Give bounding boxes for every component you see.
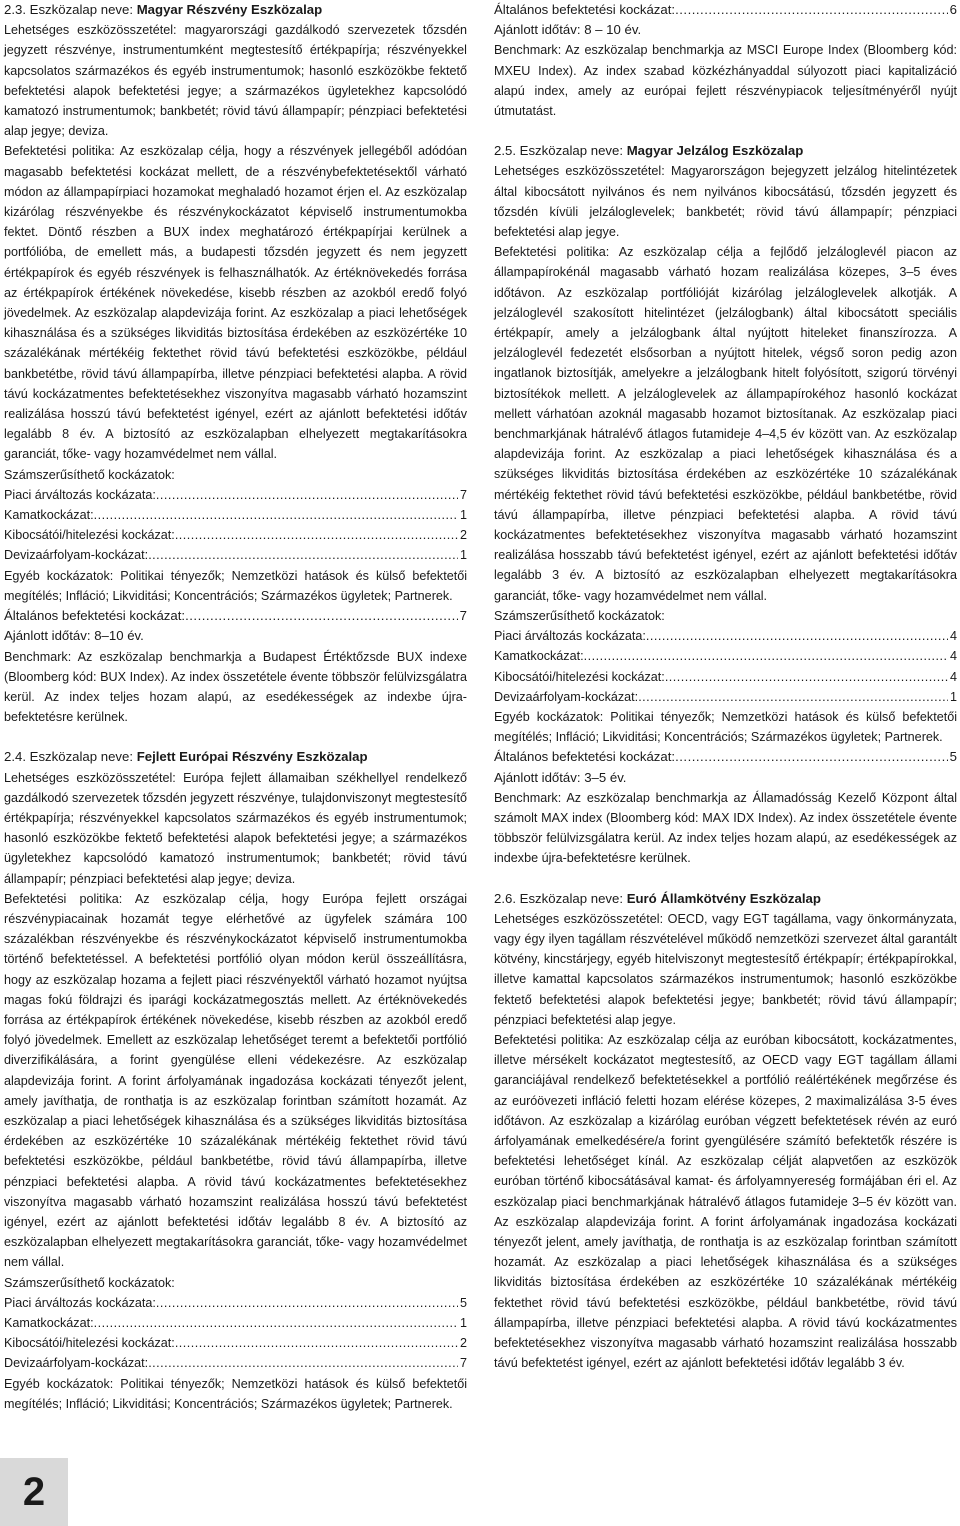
field-text: Európa fejlett államaiban székhellyel rendelkező gazdálkodó szervezetek tőzsdén jegyzett részvénye, tulajdonviszonyt megtestesítő értékpapírja; részvényekkel kapcsolatos származékos és egyéb instrumentumok; hasonló eszközökbe fektető befektetési alapok befektetési jegye; a származékos ügyletekhez kapcsolódó kamatozó instrumentumok; bankbetét; rövid távú állampapír; pénzpiaci befektetési alap jegye; deviza. (4, 770, 467, 886)
risk-value: 4 (949, 629, 957, 644)
dot-leader (675, 747, 948, 767)
risk-label: Kamatkockázat: (4, 508, 94, 523)
risk-label: Devizaárfolyam-kockázat: (494, 689, 639, 704)
investment-policy (494, 242, 957, 606)
field-text: 8 – 10 év. (584, 22, 642, 38)
asset-composition (4, 20, 467, 141)
risk-row (4, 1293, 467, 1313)
quantifiable-risks-title: Számszerűsíthető kockázatok: (4, 1275, 175, 1290)
dot-leader (175, 525, 458, 545)
field-label: Ajánlott időtáv: (4, 628, 91, 644)
section-2-6 (494, 889, 957, 1374)
risk-label: Általános befektetési kockázat: (494, 749, 676, 765)
section-2-4-continued (494, 0, 957, 121)
section-heading: 2.6. Eszközalap neve: Euró Államkötvény Eszközalap (494, 890, 821, 906)
risk-label: Általános befektetési kockázat: (494, 2, 676, 17)
risk-value: 7 (459, 487, 467, 502)
risk-value: 2 (459, 528, 467, 543)
recommended-horizon (494, 20, 957, 40)
risk-row (494, 646, 957, 666)
dot-leader (185, 606, 458, 626)
field-label: Lehetséges eszközösszetétel: (494, 164, 665, 179)
risk-row (4, 1353, 467, 1373)
risk-value: 7 (459, 1356, 467, 1371)
dot-leader (156, 1293, 458, 1313)
risk-value: 4 (949, 669, 957, 684)
risk-label: Devizaárfolyam-kockázat: (4, 548, 149, 563)
section-heading: 2.3. Eszközalap neve: Magyar Részvény Eszközalap (4, 2, 323, 17)
right-column (494, 0, 957, 1373)
recommended-horizon (494, 768, 957, 788)
field-text: Politikai tényezők; Nemzetközi hatások és külső befektetői megítélés; Infláció; Likviditási; Koncentrációs; Származékos ügyletek; Partnerek. (494, 709, 957, 745)
dot-leader (665, 667, 948, 687)
risk-label: Kibocsátói/hitelezési kockázat: (4, 528, 175, 543)
dot-leader (646, 626, 948, 646)
risk-label: Piaci árváltozás kockázata: (494, 629, 646, 644)
field-text: Az eszközalap célja az euróban kibocsátott, kockázatmentes, illetve mérsékelt kockázatot megtestesítő, az OECD vagy EGT tagállam állami garanciájával rendelkező befektetésekkel a portfólió reálértékének megőrzése és az euróövezeti infláció feletti hozam elérése közepes, 2 maximalizálása 3-5 éves időtávon. Az eszközalap a kizárólag euróban végzett befektetések révén az euró árfolyamának emelkedésére/a forint gyengülésére számító befektetők részére is befektetési lehetőséget kínál. Az eszközalap célját alapvetően az eszközök euróban történő kibocsátásával kamat- és árfolyamnyereség formájában éri el. Az eszközalap piaci benchmarkjának hátralévő átlagos futamideje 3–5 év között van. Az eszközalap alapdevizája forint. A forint árfolyamának ingadozása kockázati tényezőt jelent, amely javíthatja, de ronthatja is az eszközalap forintban számított hozamát. Az eszközalap a piaci lehetőségek kihasználása és a szükséges likviditás biztosítása érdekében az eszközértéke 10 százalékának mértékéig fektethet rövid távú befektetési eszközökbe, például bankbetétbe, rövid távú állampapírba, illetve pénzpiaci befektetési alapba. A rövid távú kockázatmentes befektetésekhez viszonyítva magasabb várható hozamszint realizálása hosszabb távú befektetést igényel, ezért az ajánlott befektetési időtáv legalább 3 év. (494, 1032, 957, 1371)
field-text: Politikai tényezők; Nemzetközi hatások és külső befektetői megítélés; Infláció; Likviditási; Koncentrációs; Származékos ügyletek; Partnerek. (4, 568, 467, 603)
risk-value: 4 (949, 649, 957, 664)
risk-value: 2 (459, 1336, 467, 1351)
field-label: Lehetséges eszközösszetétel: (494, 911, 664, 926)
field-text: Az eszközalap célja a fejlődő jelzáloglevél piacon az állampapírokénál magasabb várható hozam realizálása közepes, 3–5 éves időtávon. Az eszközalap portfólióját kizárólag jelzáloglevelek alkotják. A jelzáloglevél szakosított hitelintézet (jelzálogbank) által kibocsátott speciális értékpapír, amely a jelzálogbank által nyújtott hiteleket finanszírozza. A jelzáloglevél fedezetét elsősorban a nyújtott hitelek, végső soron pedig azon ingatlanok biztosítják, amelyekre a jelzálogbank hitelt folyósított, szigorú törvényi biztosítékok mellett. A jelzáloglevelek az állampapírokéhoz hasonló kockázat mellett várhatóan azoknál magasabb hozamot biztosítanak. Az eszközalap piaci benchmarkjának hátralévő átlagos futamideje 4–4,5 év között van. Az eszközalap alapdevizája forint. Az eszközalap a piaci lehetőségek kihasználása és a szükséges likviditás biztosítása érdekében az eszközértéke 10 százalékának mértékéig fektethet rövid távú befektetési eszközökbe, például bankbetétbe, rövid távú állampapírba, illetve pénzpiaci befektetési alapba. A rövid távú kockázatmentes befektetésekhez viszonyítva magasabb várható hozamszint realizálása hosszabb távú befektetést igényel, ezért az ajánlott befektetési időtáv legalább 3 év. A biztosító az eszközalapban elhelyezett megtakarításokra garanciát, tőke- vagy hozamvédelmet nem vállal. (494, 245, 958, 603)
dot-leader (94, 505, 458, 525)
risk-value: 5 (459, 1295, 467, 1310)
risk-row (4, 505, 467, 525)
field-label: Lehetséges eszközösszetétel: (4, 23, 177, 38)
risk-row (4, 1313, 467, 1333)
recommended-horizon (4, 626, 467, 646)
field-text: Az eszközalap célja, hogy Európa fejlett országai részvénypiacainak hozamát tegye elérhetővé az ügyfelek számára 100 százalékban részvényekbe és részvénykockázatot képviselő instrumentumokba történő befektetéssel. A befektetési portfólió olyan módon kerül összeállításra, hogy az eszközalap hozama a fejlett piaci részvényektől várható hozamot nyújtsa magas fokú földrajzi és iparági kockázatmegosztás mellett. Az értéknövekedés forrása az értékpapírok értékének növekedése, kisebb részben az azokból eredő folyó jövedelmek. Emellett az eszközalap lehetőséget teremt a befektetői portfólió diverzifikálására, a forint gyengülése elleni védekezésre. Az eszközalap alapdevizája forint. A forint árfolyamának ingadozása kockázati tényezőt jelent, amely javíthatja, de ronthatja is az eszközalap forintban számított hozamát. Az eszközalap a piaci lehetőségek kihasználása és a szükséges likviditás biztosítása érdekében az eszközértéke 10 százalékának mértékéig fektethet rövid távú befektetési eszközökbe, például bankbetétbe, rövid távú állampapírba, illetve pénzpiaci befektetési alapba. A rövid távú kockázatmentes befektetésekhez viszonyítva magasabb várható hozamszint realizálása hosszú távú befektetést igényel, ezért az ajánlott befektetési időtáv legalább 8 év. A biztosító az eszközalapban elhelyezett megtakarításokra garanciát, tőke- vagy hozamvédelmet nem vállal. (4, 891, 467, 1270)
field-label: Benchmark: (494, 43, 562, 58)
field-text: Az eszközalap benchmarkja az Államadósság Kezelő Központ által számolt MAX index (Bloomberg kód: MAX IDX Index). Az index összetétele évente többször felülvizsgálatra kerül. Az index teljes hozam alapú, az esedékességek az indexbe újra-befektetésre kerülnek. (494, 790, 957, 866)
left-column (4, 0, 467, 1414)
benchmark (4, 647, 467, 728)
field-text: Az eszközalap célja, hogy a részvények jellegéből adódóan magasabb befektetési kockázat mellett, de a részvénybefektetésektől várható módon az állampapírpiaci hozamokat meghaladó hozamot érjen el. Az eszközalap kizárólag részvényekbe és részvénykockázatot képviselő instrumentumokba fektet. Döntő részben a BUX index meghatározó értékpapírjai kerülnek a portfólióba, de emellett más, a budapesti tőzsdén jegyzett és nem jegyzett értékpapírok és egyéb részvények is felhasználhatók. Az értéknövekedés forrása az értékpapírok értékének növekedése, kisebb részben az azokból eredő folyó jövedelmek. Az eszközalap alapdevizája forint. Az eszközalap a piaci lehetőségek kihasználása és a szükséges likviditás biztosítása érdekében az eszközértéke 10 százalékának mértékéig fektethet rövid távú befektetési eszközökbe, például bankbetétbe, rövid távú állampapírba, illetve pénzpiaci befektetési alapba. A rövid távú kockázatmentes befektetésekhez viszonyítva magasabb várható hozamszint realizálása hosszú távú befektetést igényel, ezért az ajánlott befektetési időtáv legalább 8 év. A biztosító az eszközalapban elhelyezett megtakarításokra garanciát, tőke- vagy hozamvédelmet nem vállal. (4, 144, 467, 462)
field-label: Lehetséges eszközösszetétel: (4, 770, 176, 785)
risk-value: 1 (459, 508, 467, 523)
asset-composition (494, 161, 957, 242)
benchmark (494, 40, 957, 121)
field-label: Befektetési politika: (4, 144, 115, 159)
risk-row (4, 525, 467, 545)
field-label: Egyéb kockázatok: (494, 709, 604, 724)
risk-label: Kibocsátói/hitelezési kockázat: (4, 1336, 175, 1351)
dot-leader (148, 1353, 458, 1373)
dot-leader (148, 545, 458, 565)
dot-leader (675, 0, 948, 20)
risk-row (4, 1333, 467, 1353)
general-risk-row (494, 0, 957, 20)
field-text: magyarországi gazdálkodó szervezetek tőzsdén jegyzett részvénye, instrumentumként megtestesítő értékpapírja; részvényekkel kapcsolatos származékos és egyéb instrumentumok; hasonló eszközökbe fektető befektetési alapok befektetési jegye; a származékos ügyletekhez kapcsolódó kamatozó instrumentumok; bankbetét; rövid távú állampapír; pénzpiaci befektetési alap jegye; deviza. (4, 23, 467, 139)
section-heading: 2.5. Eszközalap neve: Magyar Jelzálog Eszközalap (494, 143, 804, 159)
field-label: Egyéb kockázatok: (4, 568, 114, 583)
risk-value: 1 (459, 1316, 467, 1330)
other-risks (4, 1374, 467, 1414)
other-risks (4, 566, 467, 606)
page-number: 2 (0, 1458, 68, 1526)
field-label: Befektetési politika: (494, 245, 610, 260)
risk-label: Kamatkockázat: (4, 1316, 94, 1330)
quantifiable-risks-title: Számszerűsíthető kockázatok: (494, 608, 665, 623)
field-label: Benchmark: (4, 649, 72, 664)
field-label: Befektetési politika: (4, 891, 123, 906)
general-risk-row (4, 606, 467, 626)
section-2-5 (494, 141, 957, 868)
field-text: OECD, vagy EGT tagállama, vagy önkormányzata, vagy égy ilyen tagállam részvételével működő nemzetközi szervezet által garantált kötvény, kincstárjegy, egyéb hitelviszonyt megtestesítő értékpapír; értékpapírokkal, illetve kamattal kapcsolatos származékos instrumentumok; hasonló eszközökbe fektető befektetési alapok befektetési jegye; bankbetét; rövid távú állampapír; pénzpiaci befektetési alap jegye. (494, 911, 957, 1027)
field-text: 8–10 év. (94, 628, 144, 644)
risk-row (494, 687, 957, 707)
risk-row (494, 667, 957, 687)
field-text: Magyarországon bejegyzett jelzálog hitelintézetek által kibocsátott nyilvános és nem nyilvános kibocsátású, tőzsdén jegyzett és tőzsdén kívüli jelzáloglevelek; bankbetét; rövid távú állampapír; pénzpiaci befektetési alap jegye. (494, 164, 957, 240)
risk-value: 7 (459, 608, 467, 624)
risk-label: Piaci árváltozás kockázata: (4, 1295, 156, 1310)
risk-row (4, 485, 467, 505)
field-label: Benchmark: (494, 790, 562, 805)
investment-policy (4, 889, 467, 1273)
risk-label: Devizaárfolyam-kockázat: (4, 1356, 149, 1371)
field-label: Ajánlott időtáv: (494, 769, 581, 785)
risk-label: Kibocsátói/hitelezési kockázat: (494, 669, 665, 684)
field-text: Az eszközalap benchmarkja a Budapest Értéktőzsde BUX indexe (Bloomberg kód: BUX Index). Az index összetétele évente többször felülvizsgálatra kerül. Az index teljes hozam alapú, az esedékességek az indexbe újra-befektetésre kerülnek. (4, 649, 467, 725)
risk-row (494, 626, 957, 646)
dot-leader (94, 1313, 458, 1333)
benchmark (494, 788, 957, 869)
field-text: Az eszközalap benchmarkja az MSCI Europe Index (Bloomberg kód: MXEU Index). Az index szabad közkézhányaddal súlyozott piaci kapitalizáció alapú index, amely az európai fejlett részvénypiacok teljesítményéről nyújt útmutatást. (494, 43, 957, 119)
risk-value: 6 (949, 2, 957, 17)
section-2-4 (4, 747, 467, 1414)
field-label: Befektetési politika: (494, 1032, 604, 1047)
asset-composition (494, 909, 957, 1030)
risk-label: Piaci árváltozás kockázata: (4, 487, 156, 502)
dot-leader (156, 485, 458, 505)
risk-label: Általános befektetési kockázat: (4, 608, 186, 624)
field-label: Egyéb kockázatok: (4, 1376, 114, 1391)
investment-policy (494, 1030, 957, 1373)
field-text: 3–5 év. (584, 769, 627, 785)
dot-leader (584, 646, 948, 666)
risk-value: 1 (459, 548, 467, 563)
risk-value: 5 (949, 749, 957, 765)
risk-row (4, 545, 467, 565)
asset-composition (4, 768, 467, 889)
risk-label: Kamatkockázat: (494, 649, 584, 664)
dot-leader (175, 1333, 458, 1353)
investment-policy (4, 141, 467, 464)
quantifiable-risks-title: Számszerűsíthető kockázatok: (4, 467, 175, 482)
field-text: Politikai tényezők; Nemzetközi hatások és külső befektetői megítélés; Infláció; Likviditási; Koncentrációs; Származékos ügyletek; Partnerek. (4, 1376, 467, 1411)
field-label: Ajánlott időtáv: (494, 22, 581, 38)
section-2-3 (4, 0, 467, 727)
other-risks (494, 707, 957, 747)
section-heading: 2.4. Eszközalap neve: Fejlett Európai Részvény Eszközalap (4, 749, 368, 765)
general-risk-row (494, 747, 957, 767)
dot-leader (638, 687, 948, 707)
risk-value: 1 (949, 689, 957, 704)
